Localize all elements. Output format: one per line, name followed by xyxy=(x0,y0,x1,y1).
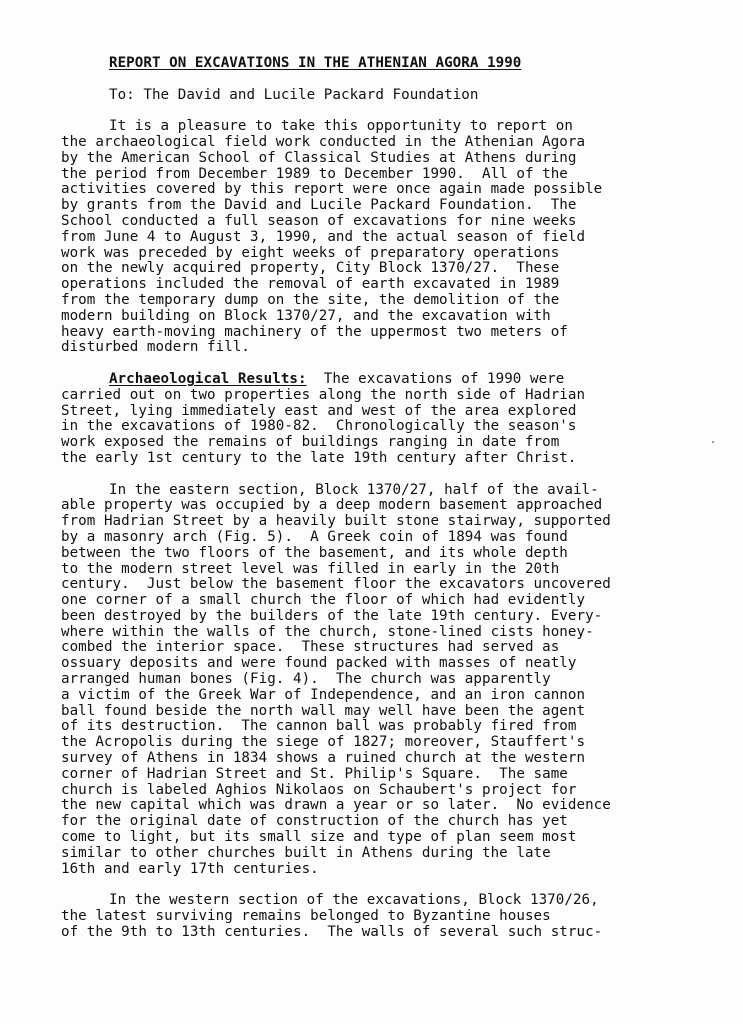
paragraph-line: the latest surviving remains belonged to Byzantine houses xyxy=(61,908,551,925)
paragraph-line: the period from December 1989 to December 1990. All of the xyxy=(61,165,568,182)
paragraph-line: 16th and early 17th centuries. xyxy=(61,860,319,877)
paragraph-line: School conducted a full season of excavations for nine weeks xyxy=(61,212,577,229)
paragraph-line: heavy earth-moving machinery of the uppermost two meters of xyxy=(61,323,568,340)
paragraph-line: on the newly acquired property, City Block 1370/27. These xyxy=(61,260,560,277)
paragraph-line: been destroyed by the builders of the late 19th century. Every- xyxy=(61,607,603,624)
paragraph-line: corner of Hadrian Street and St. Philip's Square. The same xyxy=(61,765,568,782)
paragraph-line: the early 1st century to the late 19th century after Christ. xyxy=(61,449,577,466)
paragraph-line: activities covered by this report were once again made possible xyxy=(61,181,603,198)
paragraph-line: between the two floors of the basement, and its whole depth xyxy=(61,544,568,561)
paragraph-line: It is a pleasure to take this opportunity to report on xyxy=(109,118,573,135)
paragraph-line: where within the walls of the church, stone-lined cists honey- xyxy=(61,623,594,640)
paragraph-western-section xyxy=(61,893,701,940)
paragraph-introduction xyxy=(61,119,701,356)
paragraph-line: from Hadrian Street by a heavily built stone stairway, supported xyxy=(61,513,611,530)
paragraph-line: modern building on Block 1370/27, and the excavation with xyxy=(61,307,551,324)
paragraph-line: for the original date of construction of the church has yet xyxy=(61,813,568,830)
paragraph-line: disturbed modern fill. xyxy=(61,339,251,356)
section-heading: Archaeological Results: xyxy=(109,370,307,387)
paragraph-line: arranged human bones (Fig. 4). The church was apparently xyxy=(61,671,551,688)
paragraph-line: the new capital which was drawn a year or so later. No evidence xyxy=(61,797,611,814)
paragraph-eastern-section xyxy=(61,483,701,878)
paragraph-line: similar to other churches built in Athens during the late xyxy=(61,844,551,861)
paragraph-line: church is labeled Aghios Nikolaos on Schaubert's project for xyxy=(61,781,577,798)
paragraph-line xyxy=(61,372,701,388)
scan-speck xyxy=(712,441,714,443)
paragraph-line: a victim of the Greek War of Independence, and an iron cannon xyxy=(61,686,586,703)
heading-line-rest: The excavations of 1990 were xyxy=(306,370,565,387)
report-title: REPORT ON EXCAVATIONS IN THE ATHENIAN AGORA 1990 xyxy=(109,55,522,71)
paragraph-line: of its destruction. The cannon ball was probably fired from xyxy=(61,718,577,735)
paragraph-line: work exposed the remains of buildings ranging in date from xyxy=(61,434,560,451)
paragraph-line: the Acropolis during the siege of 1827; moreover, Stauffert's xyxy=(61,734,586,751)
paragraph-line: survey of Athens in 1834 shows a ruined church at the western xyxy=(61,750,586,767)
paragraph-line: to the modern street level was filled in early in the 20th xyxy=(61,560,560,577)
paragraph-line: century. Just below the basement floor the excavators uncovered xyxy=(61,576,611,593)
paragraph-line: from the temporary dump on the site, the demolition of the xyxy=(61,291,560,308)
document-body xyxy=(61,56,701,941)
paragraph-line: work was preceded by eight weeks of preparatory operations xyxy=(61,244,560,261)
paragraph-line: by a masonry arch (Fig. 5). A Greek coin of 1894 was found xyxy=(61,528,568,545)
paragraph-line: by grants from the David and Lucile Packard Foundation. The xyxy=(61,197,577,214)
paragraph-line: in the excavations of 1980-82. Chronologically the season's xyxy=(61,418,577,435)
paragraph-line: operations included the removal of earth excavated in 1989 xyxy=(61,276,560,293)
paragraph-line: by the American School of Classical Studies at Athens during xyxy=(61,149,577,166)
paragraph-line: one corner of a small church the floor of which had evidently xyxy=(61,592,586,609)
addressee-line: To: The David and Lucile Packard Foundation xyxy=(109,86,479,103)
paragraph-line: come to light, but its small size and type of plan seem most xyxy=(61,829,577,846)
paragraph-line: ball found beside the north wall may well have been the agent xyxy=(61,702,586,719)
paragraph-line: ossuary deposits and were found packed with masses of neatly xyxy=(61,655,577,672)
paragraph-line: the archaeological field work conducted in the Athenian Agora xyxy=(61,133,586,150)
paragraph-line: Street, lying immediately east and west of the area explored xyxy=(61,402,577,419)
paragraph-line: carried out on two properties along the north side of Hadrian xyxy=(61,386,586,403)
paragraph-line: In the eastern section, Block 1370/27, half of the avail- xyxy=(109,481,599,498)
paragraph-line: of the 9th to 13th centuries. The walls of several such struc- xyxy=(61,923,603,940)
paragraph-line: from June 4 to August 3, 1990, and the actual season of field xyxy=(61,228,586,245)
paragraph-line: In the western section of the excavations, Block 1370/26, xyxy=(109,892,599,909)
paragraph-line: able property was occupied by a deep modern basement approached xyxy=(61,497,603,514)
paragraph-line: combed the interior space. These structures had served as xyxy=(61,639,560,656)
paragraph-archaeological-results xyxy=(61,372,701,467)
